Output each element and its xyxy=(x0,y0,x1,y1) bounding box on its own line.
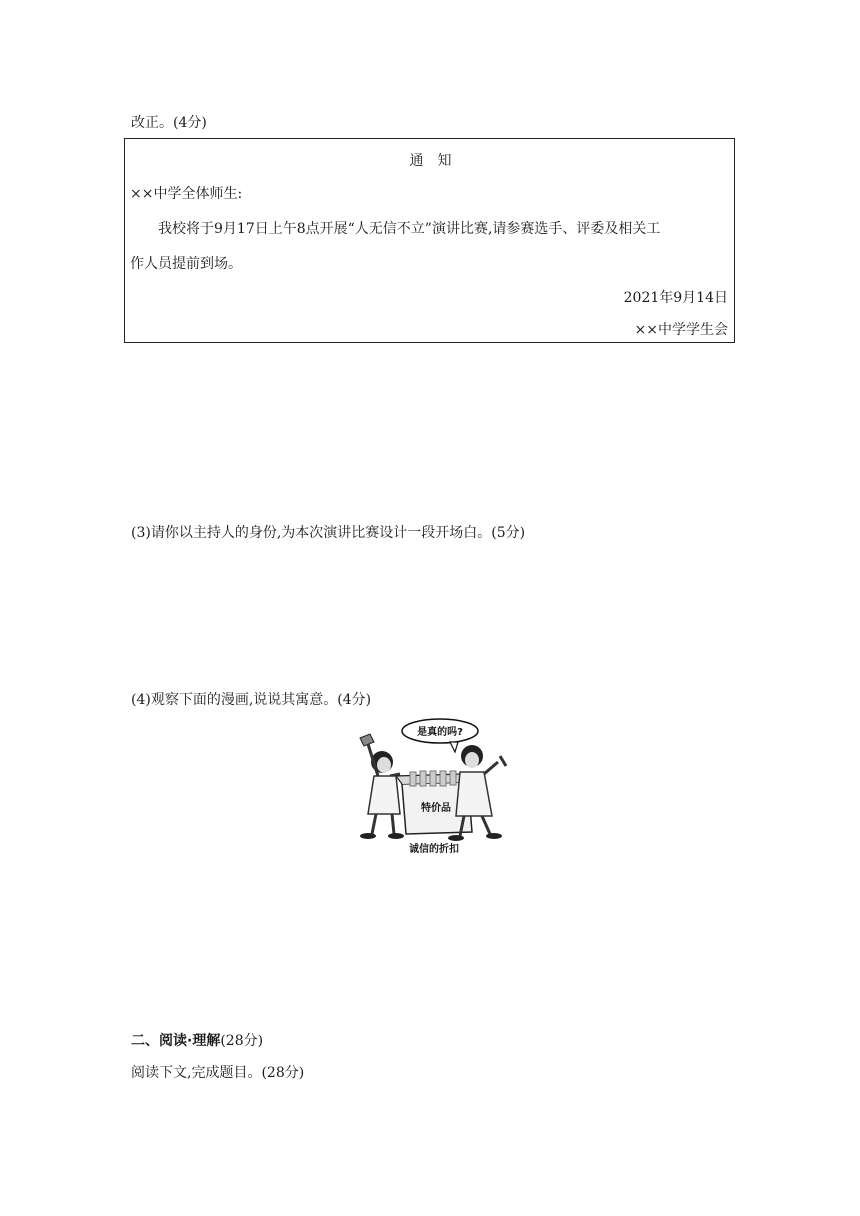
reading-instruction: 阅读下文,完成题目。(28分) xyxy=(131,1065,305,1081)
section-2-score: (28分) xyxy=(220,1033,264,1049)
notice-body-line2: 作人员提前到场。 xyxy=(130,256,242,272)
left-woman-sign xyxy=(360,734,374,746)
notice-date: 2021年9月14日 xyxy=(623,290,728,306)
left-woman-dress xyxy=(368,776,400,814)
notice-salutation: ××中学全体师生: xyxy=(130,186,243,202)
section-2-heading xyxy=(131,1030,263,1050)
left-woman-face xyxy=(377,757,391,773)
box-label: 特价品 xyxy=(421,803,451,814)
notice-signature: ××中学学生会 xyxy=(634,322,728,338)
right-woman-dress xyxy=(456,772,492,816)
speech-bubble-tail xyxy=(450,742,458,752)
cartoon-image xyxy=(350,716,520,856)
right-woman-face xyxy=(465,752,479,768)
notice-body-line1: 我校将于9月17日上午8点开展“人无信不立”演讲比赛,请参赛选手、评委及相关工 xyxy=(158,221,661,237)
question-3: (3)请你以主持人的身份,为本次演讲比赛设计一段开场白。(5分) xyxy=(131,525,526,541)
section-2-title: 二、阅读·理解 xyxy=(131,1033,221,1049)
cartoon-drawing xyxy=(350,716,520,856)
speech-bubble-text: 是真的吗? xyxy=(417,727,463,738)
cartoon-caption: 诚信的折扣 xyxy=(409,844,459,855)
intro-line: 改正。(4分) xyxy=(131,115,207,131)
notice-title: 通 知 xyxy=(409,153,452,169)
question-4: (4)观察下面的漫画,说说其寓意。(4分) xyxy=(131,692,372,708)
notice-box xyxy=(124,138,735,343)
